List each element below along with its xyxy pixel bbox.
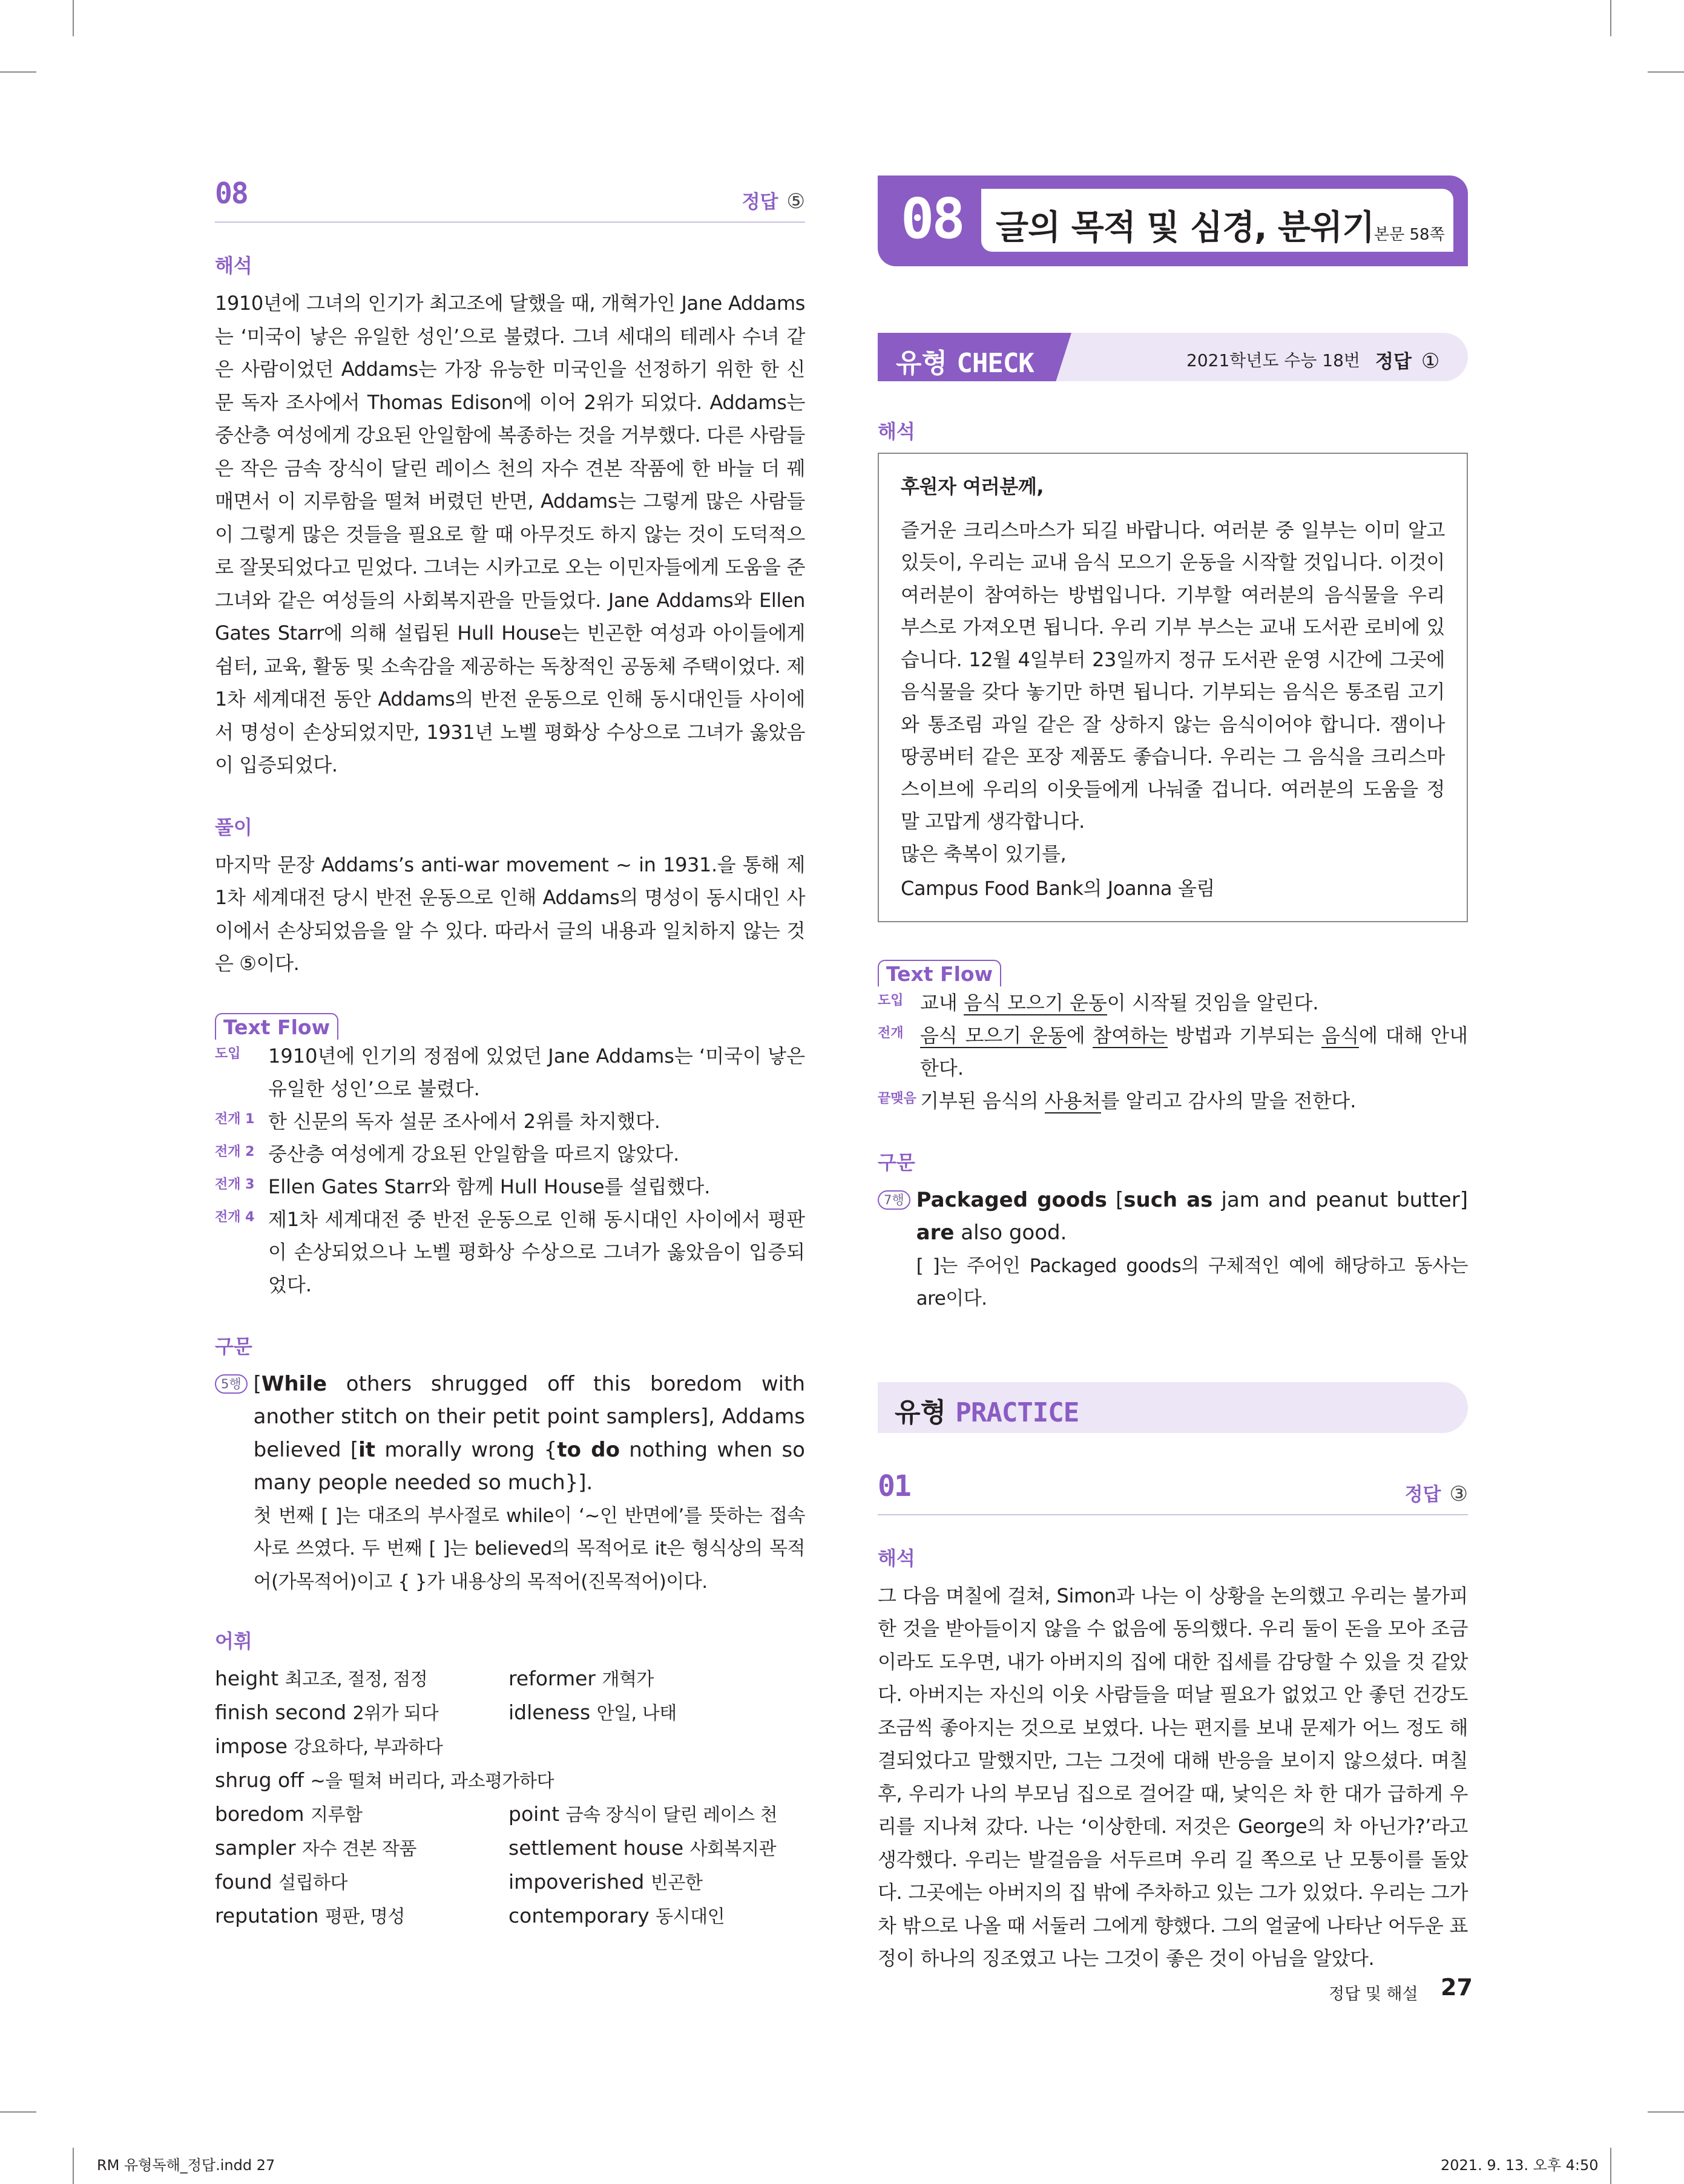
vocab-item — [215, 1866, 508, 1900]
text-flow-text-part: 를 알리고 감사의 말을 전한다. — [1100, 1089, 1357, 1112]
answer-label: 정답 — [1375, 351, 1412, 373]
text-flow-stage: 전개 3 — [215, 1176, 255, 1192]
text-flow-list — [215, 1040, 805, 1301]
letter-closing: 많은 축복이 있기를, — [901, 842, 1067, 865]
vocab-word: reformer — [508, 1667, 596, 1690]
vocab-word: impose — [215, 1734, 288, 1758]
type-check-bar — [878, 333, 1468, 381]
section-heading-vocab: 어휘 — [215, 1630, 252, 1653]
text-flow-text: 1910년에 인기의 정점에 있었던 Jane Addams는 ‘미국이 낳은 유일한 성인’으로 불렸다. — [268, 1044, 805, 1100]
text-flow-text-part: 교내 — [920, 991, 964, 1014]
left-column — [215, 175, 805, 1933]
text-flow-text: 한 신문의 독자 설문 조사에서 2위를 차지했다. — [268, 1109, 660, 1133]
vocab-meaning: 동시대인 — [656, 1906, 725, 1927]
vocab-word: point — [508, 1802, 560, 1826]
grammar-keyword: it — [358, 1437, 376, 1462]
answer — [742, 186, 805, 214]
translation-paragraph: 1910년에 그녀의 인기가 최고조에 달했을 때, 개혁가인 Jane Addams는 ‘미국이 낳은 유일한 성인’으로 불렸다. 그녀 세대의 테레사 수녀 같은 사람이었던 Addams는 가장 유능한 미국인을 선정하기 위한 한 신문 독자 조사에서 Thomas Edison에 이어 2위가 되었다. Addams는 중산층 여성에게 강요된 안일함에 복종하는 것을 거부했다. 다른 사람들은 작은 금속 장식이 달린 레이스 천의 자수 견본 작품에 한 바늘 더 꿰매면서 이 지루함을 떨쳐 버렸던 반면, Addams는 그렇게 많은 사람들이 그렇게 많은 것들을 필요로 할 때 아무것도 하지 않는 것이 도덕적으로 잘못되었다고 믿었다. 그녀는 시카고로 오는 이민자들에게 도움을 준 그녀와 같은 여성들의 사회복지관을 만들었다. Jane Addams와 Ellen Gates Starr에 의해 설립된 Hull House는 빈곤한 여성과 아이들에게 쉼터, 교육, 활동 및 소속감을 제공하는 독창적인 공동체 주택이었다. 제1차 세계대전 동안 Addams의 반전 운동으로 인해 동시대인들 사이에서 명성이 손상되었지만, 1931년 노벨 평화상 수상으로 그녀가 옳았음이 입증되었다. — [215, 292, 805, 776]
grammar-sentence — [254, 1368, 805, 1500]
vocab-meaning: 안일, 나태 — [596, 1703, 677, 1724]
answer-value: ③ — [1449, 1481, 1468, 1506]
text-flow-text-part: 에 대해 안내한다. — [920, 1023, 1468, 1080]
grammar-text: morally wrong { — [375, 1437, 557, 1462]
grammar-text: others shrugged off this boredom with another stitch on their petit point samplers], Addams believed [ — [253, 1371, 805, 1462]
grammar-text: [ — [253, 1371, 261, 1396]
letter-box — [878, 453, 1468, 922]
chapter-page-ref: 본문 58쪽 — [1374, 226, 1445, 244]
letter-greeting: 후원자 여러분께, — [901, 475, 1044, 498]
text-flow-keyword: 음식 — [1321, 1023, 1360, 1047]
crop-mark — [0, 71, 36, 73]
vocab-item — [215, 1832, 508, 1866]
vocab-meaning: 사회복지관 — [689, 1838, 777, 1860]
text-flow-text-part: 방법과 기부되는 — [1167, 1023, 1322, 1047]
text-flow-item — [215, 1138, 805, 1170]
letter-signature: Campus Food Bank의 Joanna 올림 — [901, 877, 1215, 900]
vocab-meaning: 평판, 명성 — [324, 1906, 405, 1927]
text-flow-keyword: 참여하는 — [1093, 1023, 1168, 1047]
grammar-explanation: 첫 번째 [ ]는 대조의 부사절로 while이 ‘~인 반면에’를 뜻하는 접속사로 쓰였다. 두 번째 [ ]는 believed의 목적어로 it은 형식상의 목적어(가목적어)이고 { }가 내용상의 목적어(진목적어)이다. — [253, 1504, 805, 1593]
text-flow-item — [215, 1203, 805, 1301]
crop-mark — [0, 2111, 36, 2113]
text-flow-stage: 끝맺음 — [878, 1090, 916, 1106]
text-flow-text-part: 기부된 음식의 — [920, 1089, 1045, 1112]
text-flow-text: Ellen Gates Starr와 함께 Hull House를 설립했다. — [268, 1175, 711, 1198]
section-heading-translation: 해석 — [215, 254, 252, 277]
text-flow-list — [878, 986, 1468, 1117]
vocab-meaning: 개혁가 — [602, 1669, 654, 1690]
text-flow-item — [878, 986, 1468, 1019]
vocab-meaning: 자수 견본 작품 — [302, 1838, 416, 1860]
line-badge: 7행 — [878, 1190, 910, 1210]
text-flow-tag: Text Flow — [215, 1013, 338, 1040]
type-practice-label-ko: 유형 — [895, 1397, 947, 1428]
type-practice-bar — [878, 1382, 1468, 1433]
chapter-banner — [878, 175, 1468, 266]
vocab-meaning: 강요하다, 부과하다 — [294, 1737, 443, 1758]
vocab-meaning: 2위가 되다 — [352, 1703, 439, 1724]
crop-mark — [1648, 2111, 1684, 2113]
answer-value: ① — [1421, 349, 1440, 373]
chapter-number: 08 — [901, 186, 963, 251]
question-header — [215, 175, 805, 223]
question-number: 01 — [878, 1469, 910, 1503]
question-number: 08 — [215, 177, 248, 211]
page-number: 27 — [1441, 1974, 1473, 2001]
text-flow-item — [215, 1170, 805, 1203]
section-heading-solution: 풀이 — [215, 815, 252, 839]
right-column — [878, 175, 1468, 1975]
grammar-keyword: While — [261, 1371, 327, 1396]
solution-paragraph: 마지막 문장 Addams’s anti-war movement ~ in 1931.을 통해 제1차 세계대전 당시 반전 운동으로 인해 Addams의 명성이 동시대인 사이에서 손상되었음을 알 수 있다. 따라서 글의 내용과 일치하지 않는 것은 ⑤이다. — [215, 853, 805, 975]
text-flow-item — [878, 1019, 1468, 1084]
text-flow-keyword: 음식 모으기 운동 — [964, 991, 1107, 1014]
vocab-item — [215, 1798, 508, 1832]
text-flow-stage: 전개 4 — [215, 1209, 255, 1225]
vocab-word: shrug off — [215, 1768, 304, 1792]
print-slug-file: RM 유형독해_정답.indd 27 — [97, 2157, 275, 2174]
text-flow-text — [920, 1019, 1468, 1084]
vocab-item — [215, 1730, 805, 1764]
text-flow-stage: 전개 1 — [215, 1111, 255, 1127]
translation-paragraph: 그 다음 며칠에 걸쳐, Simon과 나는 이 상황을 논의했고 우리는 불가피한 것을 받아들이지 않을 수 없음에 동의했다. 우리 둘이 돈을 모아 조금이라도 도우면, 내가 아버지의 집에 대한 집세를 감당할 수 있을 것 같았다. 아버지는 자신의 이웃 사람들을 떠날 필요가 없었고 안 좋던 건강도 조금씩 좋아지는 것으로 보였다. 나는 편지를 보내 문제가 어느 정도 해결되었다고 말했지만, 그는 그것에 대해 반응을 보이지 않으셨다. 며칠 후, 우리가 나의 부모님 집으로 걸어갈 때, 낯익은 차 한 대가 급하게 우리를 지나쳐 갔다. 나는 ‘이상한데. 저것은 George의 차 아닌가?’라고 생각했다. 우리는 발걸음을 서두르며 우리 길 쪽으로 난 모퉁이를 돌았다. 그곳에는 아버지의 집 밖에 주차하고 있는 그가 있었다. 우리는 그가 차 밖으로 나올 때 서둘러 그에게 향했다. 그의 얼굴에 나타난 어두운 표정이 하나의 징조였고 나는 그것이 좋은 것이 아님을 알았다. — [878, 1584, 1468, 1970]
type-practice-label — [895, 1391, 1079, 1429]
type-practice-label-en: PRACTICE — [955, 1397, 1079, 1428]
section-heading-grammar: 구문 — [878, 1150, 915, 1174]
vocab-item — [508, 1798, 805, 1832]
grammar-keyword: such as — [1123, 1187, 1213, 1212]
vocab-word: idleness — [508, 1700, 591, 1724]
text-flow-keyword: 음식 모으기 운동 — [920, 1023, 1067, 1047]
answer — [1375, 346, 1439, 373]
type-check-label-ko: 유형 — [896, 348, 948, 379]
answer — [1405, 1479, 1468, 1506]
text-flow-item — [215, 1040, 805, 1105]
grammar-text: nothing when so many people needed so much}]. — [253, 1437, 805, 1495]
text-flow-stage: 전개 — [878, 1025, 904, 1041]
text-flow-text-part: 에 — [1066, 1023, 1093, 1047]
vocab-word: settlement house — [508, 1836, 684, 1860]
chapter-title: 글의 목적 및 심경, 분위기 — [996, 208, 1375, 248]
grammar-explanation: [ ]는 주어인 Packaged goods의 구체적인 예에 해당하고 동사는 are이다. — [916, 1254, 1468, 1310]
crop-mark — [1648, 71, 1684, 73]
text-flow-stage: 도입 — [215, 1046, 241, 1061]
vocab-word: impoverished — [508, 1870, 645, 1894]
vocab-item — [508, 1832, 805, 1866]
grammar-text: also good. — [954, 1221, 1067, 1245]
crop-mark — [73, 2148, 74, 2184]
vocab-meaning: 설립하다 — [278, 1872, 348, 1894]
question-header — [878, 1468, 1468, 1515]
crop-mark — [1610, 2148, 1611, 2184]
vocab-item — [215, 1662, 508, 1696]
vocab-meaning: 지루함 — [311, 1805, 363, 1826]
vocab-item — [508, 1662, 805, 1696]
vocab-meaning: 빈곤한 — [650, 1872, 703, 1894]
line-badge: 5행 — [215, 1374, 248, 1394]
text-flow-item — [878, 1084, 1468, 1117]
vocab-word: sampler — [215, 1836, 296, 1860]
vocab-word: height — [215, 1667, 279, 1690]
grammar-sentence — [916, 1184, 1468, 1250]
text-flow-item — [215, 1105, 805, 1138]
grammar-item — [878, 1184, 1468, 1316]
vocab-item — [215, 1764, 805, 1798]
crop-mark — [1610, 0, 1611, 36]
answer-value: ⑤ — [786, 189, 805, 214]
section-heading-grammar: 구문 — [215, 1334, 252, 1358]
vocab-word: found — [215, 1870, 272, 1894]
grammar-keyword: Packaged goods — [916, 1187, 1107, 1212]
text-flow-text: 중산층 여성에게 강요된 안일함을 따르지 않았다. — [268, 1142, 680, 1166]
grammar-item — [215, 1368, 805, 1599]
grammar-text: jam and peanut butter] — [1212, 1187, 1468, 1212]
vocab-item — [508, 1900, 805, 1933]
section-heading-translation: 해석 — [878, 1546, 915, 1570]
text-flow-text-part: 이 시작될 것임을 알린다. — [1107, 991, 1319, 1014]
vocab-word: finish second — [215, 1700, 347, 1724]
vocab-item — [215, 1696, 508, 1730]
vocab-meaning: 금속 장식이 달린 레이스 천 — [565, 1805, 778, 1826]
vocab-item — [508, 1696, 805, 1730]
letter-body: 즐거운 크리스마스가 되길 바랍니다. 여러분 중 일부는 이미 알고 있듯이, 우리는 교내 음식 모으기 운동을 시작할 것입니다. 이것이 여러분이 참여하는 방법입니다. 기부할 여러분의 음식물을 우리 부스로 가져오면 됩니다. 우리 기부 부스는 교내 도서관 로비에 있습니다. 12월 4일부터 23일까지 정규 도서관 운영 시간에 그곳에 음식물을 갖다 놓기만 하면 됩니다. 기부되는 음식은 통조림 고기와 통조림 과일 같은 잘 상하지 않는 음식이어야 합니다. 잼이나 땅콩버터 같은 포장 제품도 좋습니다. 우리는 그 음식을 크리스마스이브에 우리의 이웃들에게 나눠줄 겁니다. 여러분의 도움을 정말 고맙게 생각합니다. — [901, 518, 1445, 833]
type-check-label-en: CHECK — [956, 348, 1034, 379]
vocab-list — [215, 1662, 805, 1933]
crop-mark — [73, 0, 74, 36]
text-flow-text: 제1차 세계대전 중 반전 운동으로 인해 동시대인 사이에서 평판이 손상되었으나 노벨 평화상 수상으로 그녀가 옳았음이 입증되었다. — [268, 1207, 805, 1296]
vocab-item — [508, 1866, 805, 1900]
print-slug-date: 2021. 9. 13. 오후 4:50 — [1441, 2157, 1599, 2174]
answer-label: 정답 — [1404, 1483, 1441, 1506]
text-flow-text — [920, 1084, 1468, 1117]
text-flow-stage: 전개 2 — [215, 1144, 255, 1159]
vocab-word: reputation — [215, 1904, 319, 1927]
vocab-meaning: ~을 떨쳐 버리다, 과소평가하다 — [310, 1771, 554, 1792]
vocab-meaning: 최고조, 절정, 점정 — [285, 1669, 428, 1690]
grammar-keyword: to do — [557, 1437, 620, 1462]
text-flow-text — [920, 986, 1468, 1019]
text-flow-keyword: 사용처 — [1044, 1089, 1101, 1112]
grammar-text: [ — [1107, 1187, 1124, 1212]
vocab-word: contemporary — [508, 1904, 650, 1927]
section-heading-translation: 해석 — [878, 420, 915, 443]
answer-label: 정답 — [742, 191, 778, 213]
type-check-label — [896, 341, 1034, 380]
footer-title: 정답 및 해설 — [1329, 1985, 1418, 2004]
text-flow-stage: 도입 — [878, 992, 904, 1008]
vocab-item — [215, 1900, 508, 1933]
exam-source: 2021학년도 수능 18번 — [1186, 350, 1360, 370]
text-flow-tag: Text Flow — [878, 960, 1001, 986]
vocab-word: boredom — [215, 1802, 304, 1826]
grammar-keyword: are — [916, 1221, 955, 1245]
